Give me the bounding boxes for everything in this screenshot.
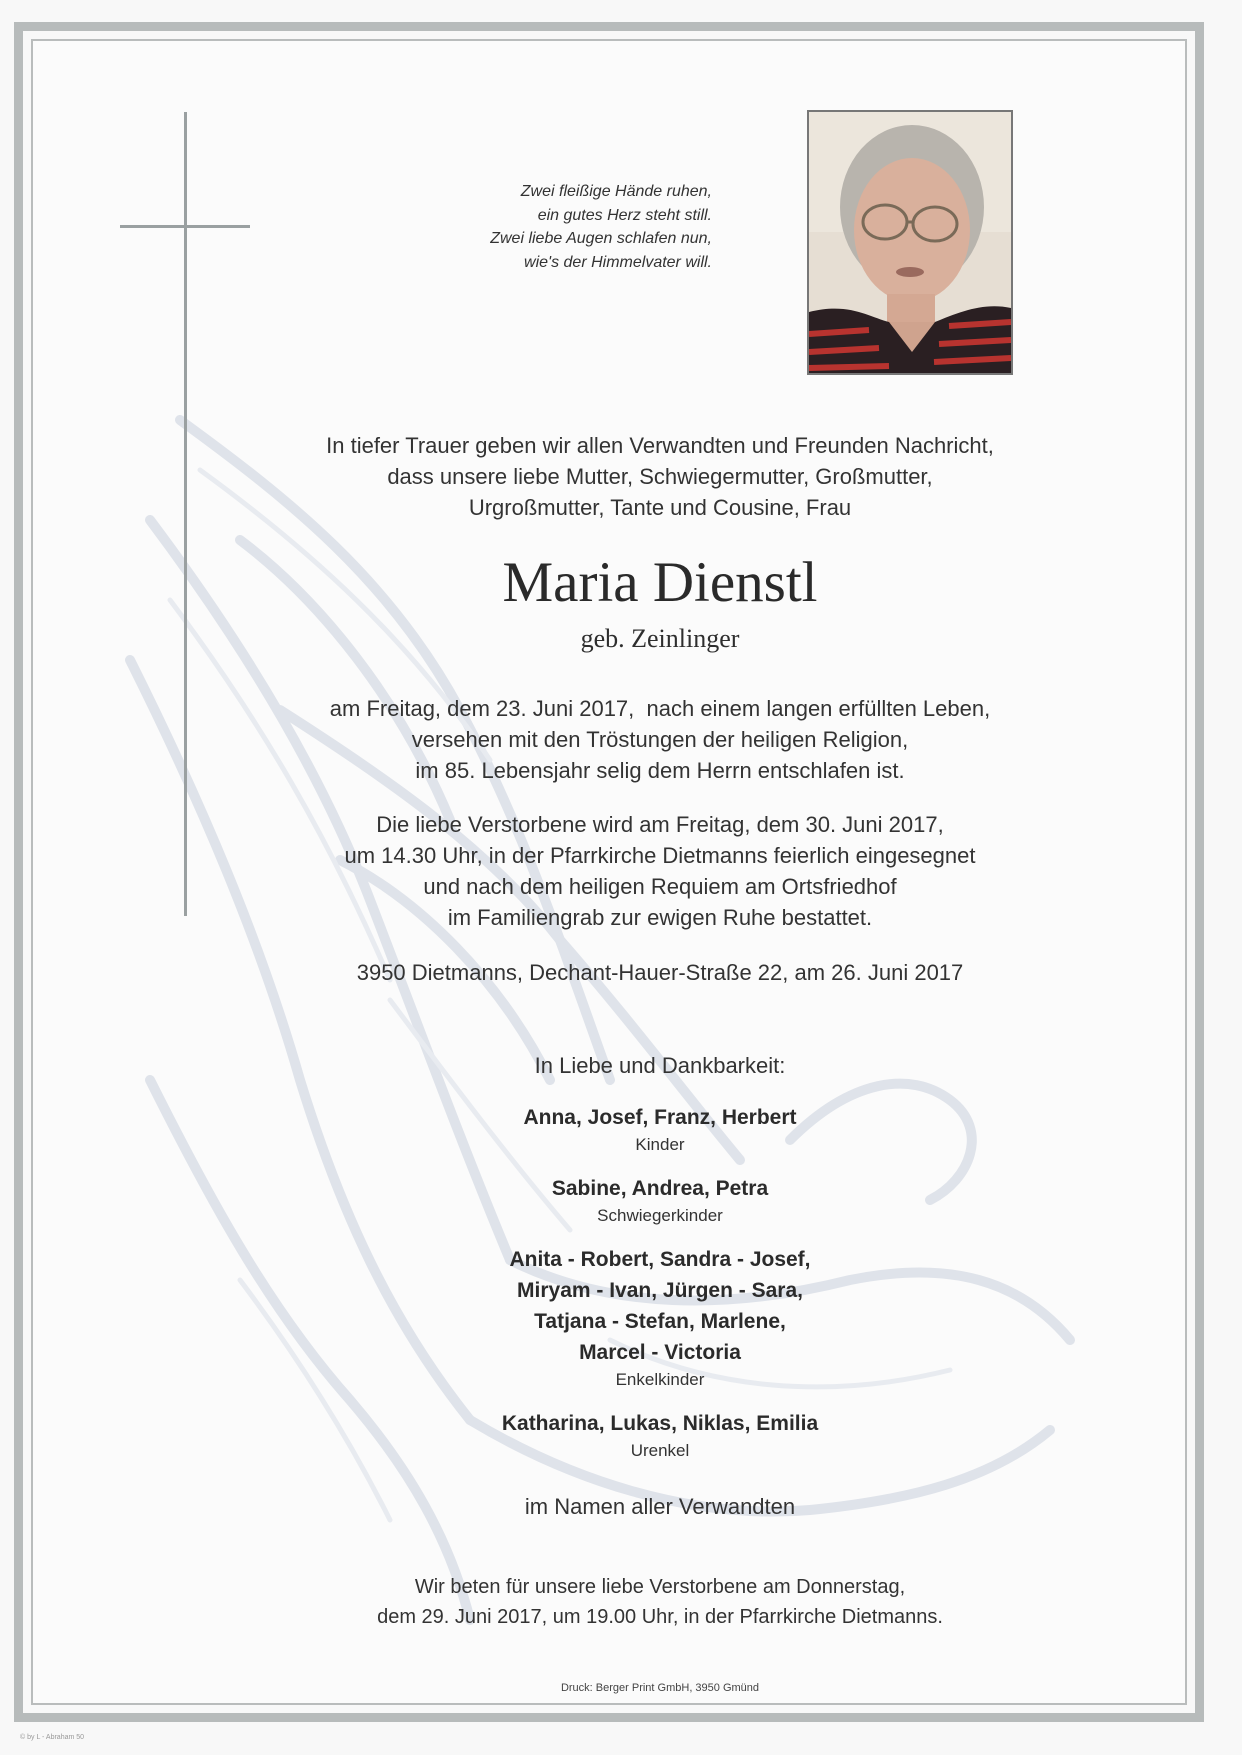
- family-group-grandchildren: [120, 1244, 1200, 1392]
- prayer-notice-line: Wir beten für unsere liebe Verstorbene am Donnerstag,: [414, 1576, 906, 1598]
- family-role: Urenkel: [630, 1441, 690, 1460]
- death-notice-line: am Freitag, dem 23. Juni 2017, nach einem langen erfüllten Leben,: [329, 696, 991, 721]
- cross-horizontal-bar: [120, 225, 250, 228]
- family-names: Marcel - Victoria: [579, 1341, 741, 1364]
- family-group-children: [120, 1102, 1200, 1157]
- thanks-line: In Liebe und Dankbarkeit:: [534, 1053, 786, 1078]
- funeral-notice-line: um 14.30 Uhr, in der Pfarrkirche Dietmanns feierlich eingesegnet: [344, 843, 976, 868]
- death-notice-line: versehen mit den Tröstungen der heiligen Religion,: [411, 727, 909, 752]
- family-role: Enkelkinder: [615, 1370, 705, 1389]
- funeral-notice-line: und nach dem heiligen Requiem am Ortsfriedhof: [423, 874, 897, 899]
- prayer-notice-line: dem 29. Juni 2017, um 19.00 Uhr, in der Pfarrkirche Dietmanns.: [377, 1606, 943, 1628]
- funeral-notice-line: im Familiengrab zur ewigen Ruhe bestattet.: [447, 905, 873, 930]
- family-names: Anna, Josef, Franz, Herbert: [523, 1106, 797, 1129]
- artwork-credit: © by L - Abraham 50: [20, 1734, 85, 1741]
- poem-line: Zwei fleißige Hände ruhen,: [520, 183, 712, 200]
- family-role: Kinder: [635, 1135, 685, 1154]
- death-notice: [120, 693, 1200, 786]
- family-list: [120, 1102, 1200, 1479]
- announcement-text: [120, 430, 1200, 523]
- family-names: Tatjana - Stefan, Marlene,: [534, 1310, 786, 1333]
- funeral-notice: [120, 809, 1200, 933]
- poem-line: ein gutes Herz steht still.: [537, 206, 712, 224]
- relatives-line: im Namen aller Verwandten: [524, 1494, 796, 1519]
- family-names: Katharina, Lukas, Niklas, Emilia: [501, 1412, 819, 1435]
- poem-line: wie's der Himmelvater will.: [524, 253, 712, 271]
- funeral-notice-line: Die liebe Verstorbene wird am Freitag, dem 30. Juni 2017,: [376, 812, 944, 837]
- announcement-line: dass unsere liebe Mutter, Schwiegermutter, Großmutter,: [387, 464, 933, 489]
- family-group-great-grandchildren: [120, 1408, 1200, 1463]
- announcement-line: Urgroßmutter, Tante und Cousine, Frau: [468, 495, 852, 520]
- family-names: Anita - Robert, Sandra - Josef,: [509, 1248, 811, 1271]
- deceased-name: Maria Dienstl: [502, 551, 818, 614]
- printer-credit: Druck: Berger Print GmbH, 3950 Gmünd: [560, 1682, 760, 1694]
- memorial-poem: [380, 180, 712, 274]
- address-date-line: 3950 Dietmanns, Dechant-Hauer-Straße 22, am 26. Juni 2017: [356, 960, 964, 985]
- poem-line: Zwei liebe Augen schlafen nun,: [490, 230, 712, 247]
- announcement-line: In tiefer Trauer geben wir allen Verwandten und Freunden Nachricht,: [326, 433, 994, 458]
- family-role: Schwiegerkinder: [597, 1206, 723, 1225]
- family-group-in-laws: [120, 1173, 1200, 1228]
- family-names: Sabine, Andrea, Petra: [551, 1177, 769, 1200]
- maiden-name: geb. Zeinlinger: [580, 624, 740, 653]
- deceased-portrait-photo: [807, 110, 1013, 375]
- family-names: Miryam - Ivan, Jürgen - Sara,: [517, 1279, 803, 1302]
- death-notice-line: im 85. Lebensjahr selig dem Herrn entschlafen ist.: [415, 758, 905, 783]
- prayer-notice: [120, 1572, 1200, 1632]
